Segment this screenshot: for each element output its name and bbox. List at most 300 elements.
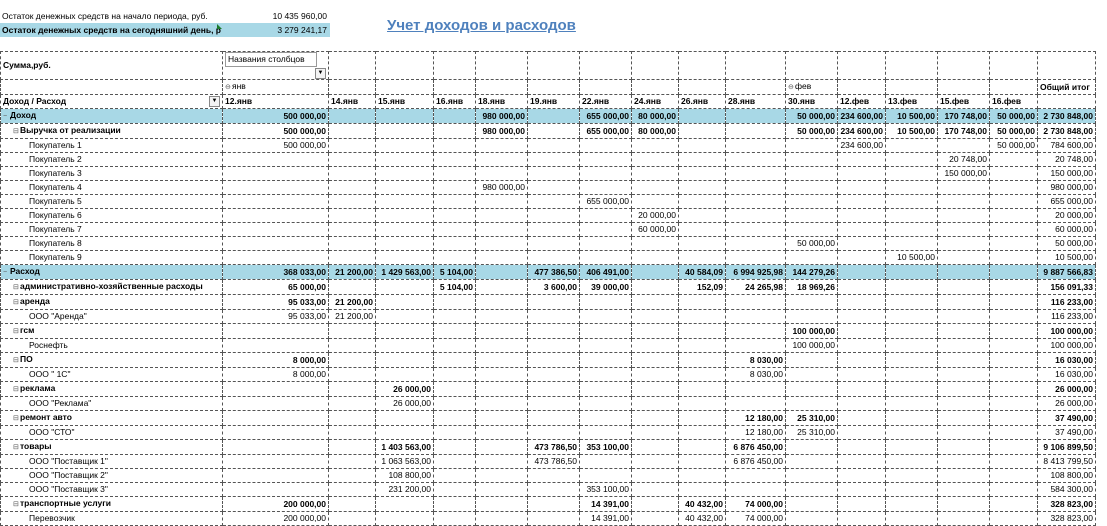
value-cell[interactable]	[886, 512, 938, 526]
value-cell[interactable]: 50 000,00	[786, 124, 838, 139]
value-cell[interactable]	[990, 368, 1038, 382]
value-cell[interactable]	[476, 469, 528, 483]
date-column-header[interactable]: 19.янв	[528, 95, 580, 109]
value-cell[interactable]	[580, 397, 632, 411]
value-cell[interactable]	[376, 153, 434, 167]
value-cell[interactable]	[580, 153, 632, 167]
value-cell[interactable]	[580, 223, 632, 237]
value-cell[interactable]: 21 200,00	[329, 265, 376, 280]
value-cell[interactable]	[329, 397, 376, 411]
value-cell[interactable]: 108 800,00	[376, 469, 434, 483]
value-cell[interactable]	[434, 469, 476, 483]
value-cell[interactable]: 1 429 563,00	[376, 265, 434, 280]
value-cell[interactable]	[580, 310, 632, 324]
value-cell[interactable]	[990, 483, 1038, 497]
value-cell[interactable]	[990, 397, 1038, 411]
value-cell[interactable]	[938, 251, 990, 265]
row-total-cell[interactable]: 100 000,00	[1038, 339, 1096, 353]
date-column-header[interactable]: 18.янв	[476, 95, 528, 109]
value-cell[interactable]	[434, 237, 476, 251]
value-cell[interactable]	[786, 209, 838, 223]
value-cell[interactable]	[580, 426, 632, 440]
value-cell[interactable]	[838, 195, 886, 209]
value-cell[interactable]	[938, 139, 990, 153]
value-cell[interactable]	[632, 280, 679, 295]
value-cell[interactable]: 80 000,00	[632, 109, 679, 124]
value-cell[interactable]	[528, 353, 580, 368]
collapse-icon[interactable]: −	[3, 269, 8, 276]
value-cell[interactable]: 655 000,00	[580, 124, 632, 139]
value-cell[interactable]	[329, 223, 376, 237]
value-cell[interactable]	[886, 310, 938, 324]
value-cell[interactable]	[376, 195, 434, 209]
value-cell[interactable]	[726, 139, 786, 153]
collapse-icon[interactable]: ⊟	[13, 501, 19, 508]
row-total-cell[interactable]: 37 490,00	[1038, 411, 1096, 426]
month-jan-header[interactable]: ⊖янв	[223, 80, 329, 95]
row-label[interactable]: ООО "Поставщик 3"	[1, 483, 223, 497]
row-total-cell[interactable]: 8 413 799,50	[1038, 455, 1096, 469]
row-labels-header[interactable]: Доход / Расход ▼	[1, 95, 223, 109]
value-cell[interactable]	[329, 139, 376, 153]
row-label[interactable]: Покупатель 5	[1, 195, 223, 209]
value-cell[interactable]: 1 063 563,00	[376, 455, 434, 469]
value-cell[interactable]: 353 100,00	[580, 440, 632, 455]
value-cell[interactable]	[990, 382, 1038, 397]
value-cell[interactable]	[528, 295, 580, 310]
value-cell[interactable]	[838, 368, 886, 382]
value-cell[interactable]: 473 786,50	[528, 455, 580, 469]
value-cell[interactable]: 40 432,00	[679, 497, 726, 512]
value-cell[interactable]	[376, 512, 434, 526]
value-cell[interactable]	[990, 195, 1038, 209]
value-cell[interactable]: 25 310,00	[786, 411, 838, 426]
value-cell[interactable]	[786, 223, 838, 237]
value-cell[interactable]	[476, 280, 528, 295]
value-cell[interactable]	[223, 251, 329, 265]
value-cell[interactable]	[329, 167, 376, 181]
value-cell[interactable]: 10 500,00	[886, 251, 938, 265]
date-column-header[interactable]: 13.фев	[886, 95, 938, 109]
date-column-header[interactable]: 22.янв	[580, 95, 632, 109]
value-cell[interactable]: 20 748,00	[938, 153, 990, 167]
value-cell[interactable]	[476, 265, 528, 280]
values-field-label[interactable]: Сумма,руб.	[1, 52, 223, 80]
collapse-icon[interactable]: ⊖	[788, 84, 794, 91]
value-cell[interactable]	[726, 223, 786, 237]
value-cell[interactable]	[938, 310, 990, 324]
value-cell[interactable]	[528, 426, 580, 440]
value-cell[interactable]: 8 030,00	[726, 353, 786, 368]
value-cell[interactable]	[632, 382, 679, 397]
value-cell[interactable]	[223, 455, 329, 469]
value-cell[interactable]	[632, 153, 679, 167]
value-cell[interactable]	[434, 310, 476, 324]
value-cell[interactable]: 200 000,00	[223, 512, 329, 526]
value-cell[interactable]	[990, 223, 1038, 237]
value-cell[interactable]	[838, 153, 886, 167]
value-cell[interactable]	[990, 280, 1038, 295]
value-cell[interactable]	[726, 397, 786, 411]
value-cell[interactable]	[476, 397, 528, 411]
value-cell[interactable]: 25 310,00	[786, 426, 838, 440]
value-cell[interactable]	[679, 353, 726, 368]
value-cell[interactable]	[632, 237, 679, 251]
value-cell[interactable]	[476, 139, 528, 153]
row-label[interactable]: Покупатель 9	[1, 251, 223, 265]
value-cell[interactable]	[476, 295, 528, 310]
value-cell[interactable]: 231 200,00	[376, 483, 434, 497]
value-cell[interactable]	[580, 368, 632, 382]
value-cell[interactable]	[329, 209, 376, 223]
value-cell[interactable]	[223, 426, 329, 440]
value-cell[interactable]	[726, 295, 786, 310]
value-cell[interactable]: 40 432,00	[679, 512, 726, 526]
value-cell[interactable]	[786, 440, 838, 455]
value-cell[interactable]	[476, 512, 528, 526]
value-cell[interactable]	[838, 382, 886, 397]
value-cell[interactable]	[376, 497, 434, 512]
value-cell[interactable]	[434, 124, 476, 139]
value-cell[interactable]: 473 786,50	[528, 440, 580, 455]
value-cell[interactable]	[434, 497, 476, 512]
value-cell[interactable]	[476, 310, 528, 324]
value-cell[interactable]: 200 000,00	[223, 497, 329, 512]
date-column-header[interactable]: 14.янв	[329, 95, 376, 109]
value-cell[interactable]	[376, 280, 434, 295]
row-label[interactable]: ООО "Поставщик 2"	[1, 469, 223, 483]
value-cell[interactable]	[886, 353, 938, 368]
value-cell[interactable]	[632, 324, 679, 339]
value-cell[interactable]	[329, 483, 376, 497]
value-cell[interactable]	[679, 139, 726, 153]
row-total-cell[interactable]: 10 500,00	[1038, 251, 1096, 265]
value-cell[interactable]	[632, 265, 679, 280]
value-cell[interactable]	[938, 397, 990, 411]
value-cell[interactable]	[886, 497, 938, 512]
value-cell[interactable]	[886, 209, 938, 223]
value-cell[interactable]	[528, 512, 580, 526]
value-cell[interactable]: 12 180,00	[726, 426, 786, 440]
value-cell[interactable]	[726, 324, 786, 339]
start-balance-value[interactable]: 10 435 960,00	[272, 11, 327, 21]
row-total-cell[interactable]: 328 823,00	[1038, 497, 1096, 512]
value-cell[interactable]: 50 000,00	[990, 109, 1038, 124]
value-cell[interactable]	[990, 181, 1038, 195]
value-cell[interactable]	[938, 469, 990, 483]
value-cell[interactable]	[886, 411, 938, 426]
row-label[interactable]: Покупатель 8	[1, 237, 223, 251]
value-cell[interactable]	[786, 295, 838, 310]
value-cell[interactable]: 80 000,00	[632, 124, 679, 139]
value-cell[interactable]	[679, 237, 726, 251]
value-cell[interactable]	[528, 411, 580, 426]
value-cell[interactable]	[434, 139, 476, 153]
value-cell[interactable]	[938, 223, 990, 237]
value-cell[interactable]	[434, 109, 476, 124]
value-cell[interactable]	[580, 324, 632, 339]
row-total-cell[interactable]: 980 000,00	[1038, 181, 1096, 195]
value-cell[interactable]	[886, 153, 938, 167]
value-cell[interactable]	[679, 109, 726, 124]
row-label[interactable]: Покупатель 7	[1, 223, 223, 237]
value-cell[interactable]: 1 403 563,00	[376, 440, 434, 455]
row-label[interactable]: ООО "Поставщик 1"	[1, 455, 223, 469]
value-cell[interactable]	[726, 153, 786, 167]
value-cell[interactable]	[938, 426, 990, 440]
date-column-header[interactable]: 28.янв	[726, 95, 786, 109]
value-cell[interactable]: 500 000,00	[223, 109, 329, 124]
value-cell[interactable]	[838, 251, 886, 265]
value-cell[interactable]	[990, 237, 1038, 251]
value-cell[interactable]	[376, 324, 434, 339]
value-cell[interactable]	[329, 353, 376, 368]
value-cell[interactable]	[726, 483, 786, 497]
value-cell[interactable]	[528, 497, 580, 512]
value-cell[interactable]	[886, 181, 938, 195]
value-cell[interactable]	[476, 251, 528, 265]
date-column-header[interactable]: 24.янв	[632, 95, 679, 109]
value-cell[interactable]	[886, 469, 938, 483]
value-cell[interactable]	[679, 382, 726, 397]
value-cell[interactable]	[632, 440, 679, 455]
value-cell[interactable]	[476, 167, 528, 181]
value-cell[interactable]	[434, 382, 476, 397]
value-cell[interactable]	[938, 209, 990, 223]
value-cell[interactable]	[726, 209, 786, 223]
value-cell[interactable]	[632, 310, 679, 324]
value-cell[interactable]	[434, 295, 476, 310]
row-total-cell[interactable]: 584 300,00	[1038, 483, 1096, 497]
value-cell[interactable]: 14 391,00	[580, 497, 632, 512]
value-cell[interactable]: 152,09	[679, 280, 726, 295]
value-cell[interactable]	[726, 195, 786, 209]
value-cell[interactable]	[838, 497, 886, 512]
value-cell[interactable]	[726, 237, 786, 251]
value-cell[interactable]	[528, 382, 580, 397]
value-cell[interactable]: 5 104,00	[434, 265, 476, 280]
value-cell[interactable]	[838, 181, 886, 195]
value-cell[interactable]	[726, 181, 786, 195]
value-cell[interactable]	[990, 440, 1038, 455]
value-cell[interactable]	[990, 426, 1038, 440]
row-label[interactable]: ⊟административно-хозяйственные расходы	[1, 280, 223, 295]
value-cell[interactable]	[938, 339, 990, 353]
row-total-cell[interactable]: 108 800,00	[1038, 469, 1096, 483]
row-label[interactable]: Покупатель 4	[1, 181, 223, 195]
value-cell[interactable]	[434, 251, 476, 265]
value-cell[interactable]	[838, 265, 886, 280]
value-cell[interactable]	[329, 512, 376, 526]
value-cell[interactable]	[990, 310, 1038, 324]
row-total-cell[interactable]: 116 233,00	[1038, 310, 1096, 324]
row-label[interactable]: ⊟реклама	[1, 382, 223, 397]
value-cell[interactable]	[679, 440, 726, 455]
value-cell[interactable]	[990, 339, 1038, 353]
value-cell[interactable]	[938, 195, 990, 209]
value-cell[interactable]	[679, 167, 726, 181]
chevron-down-icon[interactable]: ▼	[315, 68, 326, 79]
value-cell[interactable]: 234 600,00	[838, 109, 886, 124]
row-total-cell[interactable]: 9 887 566,83	[1038, 265, 1096, 280]
value-cell[interactable]	[476, 209, 528, 223]
value-cell[interactable]	[434, 411, 476, 426]
row-label[interactable]: Покупатель 3	[1, 167, 223, 181]
value-cell[interactable]	[786, 382, 838, 397]
value-cell[interactable]	[990, 411, 1038, 426]
date-column-header[interactable]: 12.фев	[838, 95, 886, 109]
date-column-header[interactable]: 16.янв	[434, 95, 476, 109]
value-cell[interactable]	[838, 397, 886, 411]
value-cell[interactable]	[990, 455, 1038, 469]
value-cell[interactable]	[990, 324, 1038, 339]
value-cell[interactable]	[223, 223, 329, 237]
value-cell[interactable]	[632, 195, 679, 209]
value-cell[interactable]	[434, 181, 476, 195]
value-cell[interactable]	[886, 455, 938, 469]
value-cell[interactable]	[990, 469, 1038, 483]
value-cell[interactable]: 980 000,00	[476, 124, 528, 139]
value-cell[interactable]	[580, 139, 632, 153]
value-cell[interactable]	[476, 237, 528, 251]
value-cell[interactable]: 170 748,00	[938, 124, 990, 139]
value-cell[interactable]	[632, 353, 679, 368]
value-cell[interactable]: 26 000,00	[376, 382, 434, 397]
value-cell[interactable]	[632, 469, 679, 483]
value-cell[interactable]	[679, 209, 726, 223]
value-cell[interactable]	[376, 167, 434, 181]
date-column-header[interactable]: 26.янв	[679, 95, 726, 109]
value-cell[interactable]	[476, 411, 528, 426]
row-total-cell[interactable]: 100 000,00	[1038, 324, 1096, 339]
value-cell[interactable]	[632, 497, 679, 512]
value-cell[interactable]	[886, 368, 938, 382]
value-cell[interactable]	[476, 440, 528, 455]
value-cell[interactable]	[886, 382, 938, 397]
value-cell[interactable]: 368 033,00	[223, 265, 329, 280]
value-cell[interactable]	[886, 483, 938, 497]
value-cell[interactable]: 65 000,00	[223, 280, 329, 295]
value-cell[interactable]: 20 000,00	[632, 209, 679, 223]
row-total-cell[interactable]: 20 748,00	[1038, 153, 1096, 167]
value-cell[interactable]	[434, 153, 476, 167]
value-cell[interactable]	[329, 411, 376, 426]
value-cell[interactable]	[580, 181, 632, 195]
value-cell[interactable]	[786, 195, 838, 209]
value-cell[interactable]	[580, 209, 632, 223]
value-cell[interactable]	[528, 397, 580, 411]
value-cell[interactable]	[886, 397, 938, 411]
value-cell[interactable]	[786, 181, 838, 195]
value-cell[interactable]	[329, 440, 376, 455]
value-cell[interactable]	[376, 209, 434, 223]
value-cell[interactable]	[580, 237, 632, 251]
value-cell[interactable]	[434, 512, 476, 526]
value-cell[interactable]	[786, 512, 838, 526]
value-cell[interactable]	[329, 251, 376, 265]
value-cell[interactable]	[990, 153, 1038, 167]
value-cell[interactable]	[726, 339, 786, 353]
row-total-cell[interactable]: 2 730 848,00	[1038, 109, 1096, 124]
row-total-cell[interactable]: 50 000,00	[1038, 237, 1096, 251]
value-cell[interactable]: 40 584,09	[679, 265, 726, 280]
date-column-header[interactable]: 30.янв	[786, 95, 838, 109]
value-cell[interactable]	[679, 223, 726, 237]
value-cell[interactable]	[434, 483, 476, 497]
value-cell[interactable]	[938, 512, 990, 526]
value-cell[interactable]: 10 500,00	[886, 124, 938, 139]
value-cell[interactable]: 74 000,00	[726, 497, 786, 512]
value-cell[interactable]	[886, 280, 938, 295]
value-cell[interactable]	[938, 411, 990, 426]
value-cell[interactable]	[679, 469, 726, 483]
row-label[interactable]: ООО "СТО"	[1, 426, 223, 440]
value-cell[interactable]	[329, 382, 376, 397]
value-cell[interactable]: 95 033,00	[223, 295, 329, 310]
value-cell[interactable]: 980 000,00	[476, 109, 528, 124]
collapse-icon[interactable]: ⊟	[13, 128, 19, 135]
value-cell[interactable]: 10 500,00	[886, 109, 938, 124]
row-label[interactable]: ООО "Реклама"	[1, 397, 223, 411]
row-total-cell[interactable]: 9 106 899,50	[1038, 440, 1096, 455]
row-label[interactable]: ООО "Аренда"	[1, 310, 223, 324]
value-cell[interactable]	[376, 310, 434, 324]
collapse-icon[interactable]: ⊖	[225, 84, 231, 91]
value-cell[interactable]	[838, 167, 886, 181]
value-cell[interactable]	[528, 124, 580, 139]
value-cell[interactable]: 8 030,00	[726, 368, 786, 382]
value-cell[interactable]	[679, 397, 726, 411]
row-label[interactable]: Покупатель 1	[1, 139, 223, 153]
value-cell[interactable]	[886, 265, 938, 280]
row-total-cell[interactable]: 60 000,00	[1038, 223, 1096, 237]
value-cell[interactable]	[329, 181, 376, 195]
value-cell[interactable]	[679, 195, 726, 209]
value-cell[interactable]: 18 969,26	[786, 280, 838, 295]
value-cell[interactable]	[329, 497, 376, 512]
value-cell[interactable]	[938, 353, 990, 368]
value-cell[interactable]	[376, 251, 434, 265]
collapse-icon[interactable]: ⊟	[13, 328, 19, 335]
row-label[interactable]: ⊟ПО	[1, 353, 223, 368]
value-cell[interactable]	[476, 382, 528, 397]
value-cell[interactable]	[632, 368, 679, 382]
value-cell[interactable]	[886, 295, 938, 310]
value-cell[interactable]	[580, 382, 632, 397]
value-cell[interactable]	[726, 469, 786, 483]
value-cell[interactable]	[223, 209, 329, 223]
row-total-cell[interactable]: 26 000,00	[1038, 382, 1096, 397]
value-cell[interactable]	[580, 339, 632, 353]
value-cell[interactable]: 50 000,00	[786, 237, 838, 251]
value-cell[interactable]	[528, 209, 580, 223]
value-cell[interactable]	[223, 483, 329, 497]
value-cell[interactable]	[838, 512, 886, 526]
value-cell[interactable]	[838, 209, 886, 223]
value-cell[interactable]	[528, 195, 580, 209]
value-cell[interactable]: 406 491,00	[580, 265, 632, 280]
value-cell[interactable]	[476, 426, 528, 440]
value-cell[interactable]	[476, 368, 528, 382]
row-label[interactable]: Перевозчик	[1, 512, 223, 526]
value-cell[interactable]	[679, 483, 726, 497]
value-cell[interactable]	[886, 237, 938, 251]
value-cell[interactable]	[528, 109, 580, 124]
row-label[interactable]: ООО " 1С"	[1, 368, 223, 382]
value-cell[interactable]	[632, 167, 679, 181]
value-cell[interactable]	[632, 426, 679, 440]
value-cell[interactable]: 12 180,00	[726, 411, 786, 426]
